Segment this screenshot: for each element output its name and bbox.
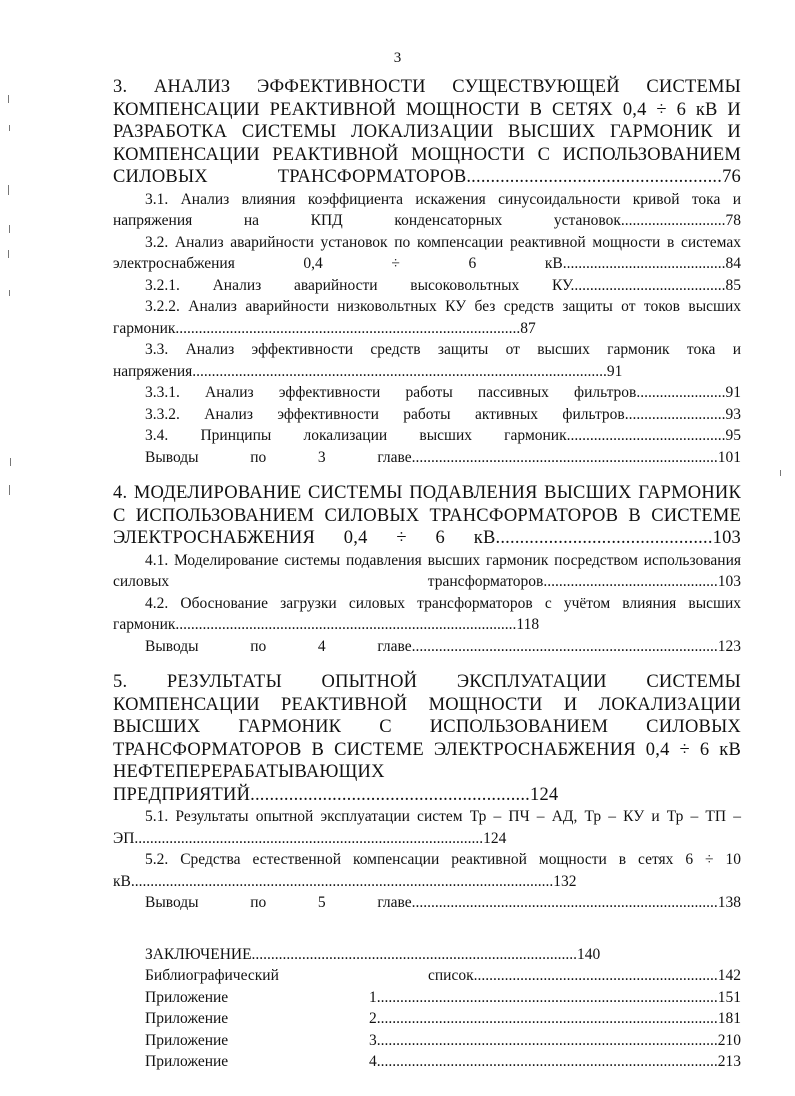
scan-mark [10, 458, 11, 466]
toc-section: 3.3.1. Анализ эффективности работы пассивных фильтров.......................91 [145, 384, 741, 401]
scan-mark [9, 125, 10, 131]
toc-section: 4.2. Обоснование загрузки силовых трансформаторов с учётом влияния высших гармоник........................................................................................118 [113, 594, 741, 633]
toc-entry: ЗАКЛЮЧЕНИЕ....................................................................................140 [145, 945, 601, 963]
toc-section: 3.2.1. Анализ аварийности высоковольтных КУ........................................85 [145, 276, 741, 294]
scan-mark [780, 470, 781, 476]
toc-section: 3.2.2. Анализ аварийности низковольтных КУ без средств защиты от токов высших гармоник.........................................................................................87 [113, 298, 741, 337]
toc-section: 4.1. Моделирование системы подавления высших гармоник посредством использования силовых трансформаторов.............................................103 [113, 551, 741, 590]
toc-chapter: 4. МОДЕЛИРОВАНИЕ СИСТЕМЫ ПОДАВЛЕНИЯ ВЫСШИХ ГАРМОНИК С ИСПОЛЬЗОВАНИЕМ СИЛОВЫХ ТРАНСФОРМАТОРОВ В СИСТЕМЕ ЭЛЕКТРОСНАБЖЕНИЯ 0,4 ÷ 6 кВ.............................................103 [113, 483, 741, 548]
page-number: 3 [393, 50, 402, 66]
toc-section: 3.3.2. Анализ эффективности работы активных фильтров..........................93 [145, 405, 741, 423]
scan-mark [8, 250, 9, 258]
toc-entry: Приложение 1........................................................................................151 [145, 988, 741, 1006]
scan-mark [9, 225, 10, 233]
toc-entry: Приложение 2........................................................................................181 [145, 1010, 741, 1027]
toc-chapter: 3. АНАЛИЗ ЭФФЕКТИВНОСТИ СУЩЕСТВУЮЩЕЙ СИСТЕМЫ КОМПЕНСАЦИИ РЕАКТИВНОЙ МОЩНОСТИ В СЕТЯХ 0,4 ÷ 6 кВ И РАЗРАБОТКА СИСТЕМЫ ЛОКАЛИЗАЦИИ ВЫСШИХ ГАРМОНИК И КОМПЕНСАЦИИ РЕАКТИВНОЙ МОЩНОСТИ С ИСПОЛЬЗОВАНИЕМ СИЛОВЫХ ТРАНСФОРМАТОРОВ.....................................................76 [113, 77, 741, 187]
table-of-contents [113, 76, 741, 1073]
spacer [113, 657, 741, 671]
scan-mark [9, 485, 10, 495]
toc-entry: Выводы по 4 главе...............................................................................123 [145, 637, 741, 655]
toc-section: 3.1. Анализ влияния коэффициента искажения синусоидальности кривой тока и напряжения на КПД конденсаторных установок...........................78 [113, 190, 741, 229]
toc-entry: Выводы по 3 главе...............................................................................101 [145, 448, 741, 466]
spacer [113, 914, 741, 944]
scan-mark [9, 290, 10, 296]
toc-entry: Выводы по 5 главе...............................................................................138 [145, 894, 741, 911]
toc-entry: Приложение 3........................................................................................210 [145, 1031, 741, 1049]
toc-entry: Библиографический список...............................................................142 [145, 967, 741, 984]
toc-entry: Приложение 4........................................................................................213 [145, 1053, 741, 1070]
toc-section: 3.3. Анализ эффективности средств защиты от высших гармоник тока и напряжения...........................................................................................................91 [113, 341, 741, 380]
toc-section: 5.1. Результаты опытной эксплуатации систем Тр – ПЧ – АД, Тр – КУ и Тр – ТП – ЭП..........................................................................................124 [113, 808, 741, 847]
toc-section: 3.4. Принципы локализации высших гармоник.........................................95 [145, 427, 741, 444]
toc-chapter: 5. РЕЗУЛЬТАТЫ ОПЫТНОЙ ЭКСПЛУАТАЦИИ СИСТЕМЫ КОМПЕНСАЦИИ РЕАКТИВНОЙ МОЩНОСТИ И ЛОКАЛИЗАЦИИ ВЫСШИХ ГАРМОНИК С ИСПОЛЬЗОВАНИЕМ СИЛОВЫХ ТРАНСФОРМАТОРОВ В СИСТЕМЕ ЭЛЕКТРОСНАБЖЕНИЯ 0,4 ÷ 6 кВ НЕФТЕПЕРЕРАБАТЫВАЮЩИХ ПРЕДПРИЯТИЙ..........................................................124 [113, 672, 741, 805]
toc-section: 5.2. Средства естественной компенсации реактивной мощности в сетях 6 ÷ 10 кВ.............................................................................................................132 [113, 851, 741, 890]
spacer [113, 468, 741, 482]
scan-mark [8, 185, 9, 195]
toc-section: 3.2. Анализ аварийности установок по компенсации реактивной мощности в системах электроснабжения 0,4 ÷ 6 кВ..........................................84 [113, 233, 741, 272]
scan-mark [8, 95, 9, 103]
